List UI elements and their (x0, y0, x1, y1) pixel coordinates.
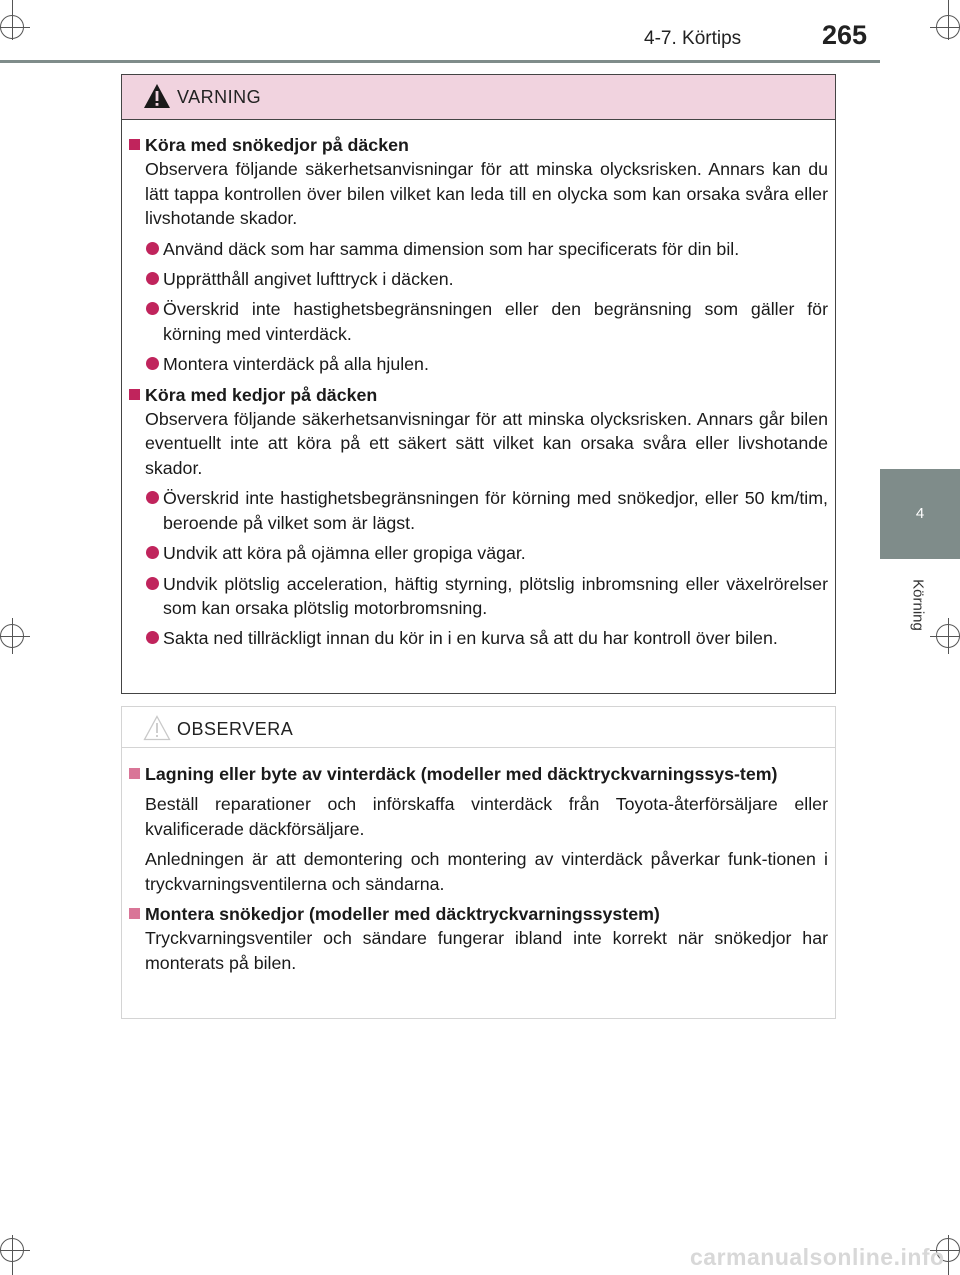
warning-header (122, 75, 835, 120)
registration-mark (0, 1238, 24, 1262)
registration-mark (936, 15, 960, 39)
registration-mark (0, 624, 24, 648)
square-bullet-icon (129, 389, 140, 400)
list-item (129, 572, 828, 621)
section-intro: Observera följande säkerhetsanvisningar för att minska olycksrisken. Annars kan du lätt tappa kontrollen över bilen vilket kan leda till en olycka som kan orsaka svåra eller livshotande skador. (145, 159, 828, 229)
list-item (129, 541, 828, 565)
chapter-tab[interactable] (880, 469, 960, 559)
section-heading-text: Lagning eller byte av vinterdäck (modeller med däcktryckvarningssys-tem) (145, 764, 778, 784)
list-item-text: Överskrid inte hastighetsbegränsningen eller den begränsning som gäller för körning med vinterdäck. (163, 299, 828, 344)
list-item-text: Undvik plötslig acceleration, häftig styrning, plötslig inbromsning eller växelrörelser som kan orsaka plötslig motorbromsning. (163, 573, 828, 618)
page-number: 265 (822, 20, 868, 50)
circle-bullet-icon (146, 242, 159, 255)
paragraph: Beställ reparationer och införskaffa vinterdäck från Toyota-återförsäljare eller kvalificerade däckförsäljare. (145, 794, 828, 839)
square-bullet-icon (129, 139, 140, 150)
list-item-text: Undvik att köra på ojämna eller gropiga vägar. (163, 543, 526, 564)
section-heading (129, 902, 828, 926)
notice-box (121, 706, 836, 1019)
list-item-text: Sakta ned tillräckligt innan du kör in i en kurva så att du har kontroll över bilen. (163, 628, 778, 649)
section-heading-text: Montera snökedjor (modeller med däcktryckvarningssystem) (145, 904, 660, 925)
caution-icon (143, 715, 171, 741)
chapter-label-text: Körning (909, 579, 927, 631)
list-item-text: Överskrid inte hastighetsbegränsningen för körning med snökedjor, eller 50 km/tim, beroende på vilket som är lägst. (163, 488, 828, 533)
circle-bullet-icon (146, 491, 159, 504)
list-item (129, 626, 828, 650)
paragraph: Tryckvarningsventiler och sändare fungerar ibland inte korrekt när snökedjor har monterats på bilen. (145, 928, 828, 973)
section-title: 4-7. Körtips (644, 28, 742, 49)
circle-bullet-icon (146, 546, 159, 559)
chapter-label (878, 560, 958, 650)
list-item (129, 267, 828, 291)
section-heading-text: Köra med snökedjor på däcken (145, 135, 409, 155)
list-item (129, 237, 828, 261)
section-heading (129, 383, 828, 407)
circle-bullet-icon (146, 302, 159, 315)
list-item-text: Upprätthåll angivet lufttryck i däcken. (163, 269, 454, 290)
section-heading (129, 133, 828, 157)
header-rule (0, 60, 880, 63)
section-intro: Observera följande säkerhetsanvisningar för att minska olycksrisken. Annars går bilen eventuellt inte att köra på ett säkert sätt vilket kan orsaka svåra eller livshotande skador. (145, 409, 828, 478)
list-item (129, 486, 828, 535)
circle-bullet-icon (146, 272, 159, 285)
square-bullet-icon (129, 908, 140, 919)
warning-content (129, 133, 828, 651)
watermark: carmanualsonline.info (690, 1244, 945, 1270)
notice-content (129, 762, 828, 975)
registration-mark (0, 15, 24, 39)
paragraph: Anledningen är att demontering och montering av vinterdäck påverkar funk-tionen i tryckvarningsventilerna och sändarna. (145, 849, 828, 894)
section-heading-text: Köra med kedjor på däcken (145, 384, 378, 405)
circle-bullet-icon (146, 577, 159, 590)
warning-icon (143, 83, 171, 109)
list-item-text: Montera vinterdäck på alla hjulen. (163, 354, 429, 375)
list-item (129, 297, 828, 346)
square-bullet-icon (129, 768, 140, 779)
list-item (129, 352, 828, 376)
circle-bullet-icon (146, 357, 159, 370)
warning-box (121, 74, 836, 694)
chapter-number: 4 (915, 505, 925, 522)
notice-label: OBSERVERA (177, 719, 294, 739)
list-item-text: Använd däck som har samma dimension som har specificerats för din bil. (163, 238, 740, 259)
section-heading (129, 762, 828, 786)
notice-header (122, 707, 835, 748)
circle-bullet-icon (146, 631, 159, 644)
warning-label: VARNING (177, 87, 262, 107)
